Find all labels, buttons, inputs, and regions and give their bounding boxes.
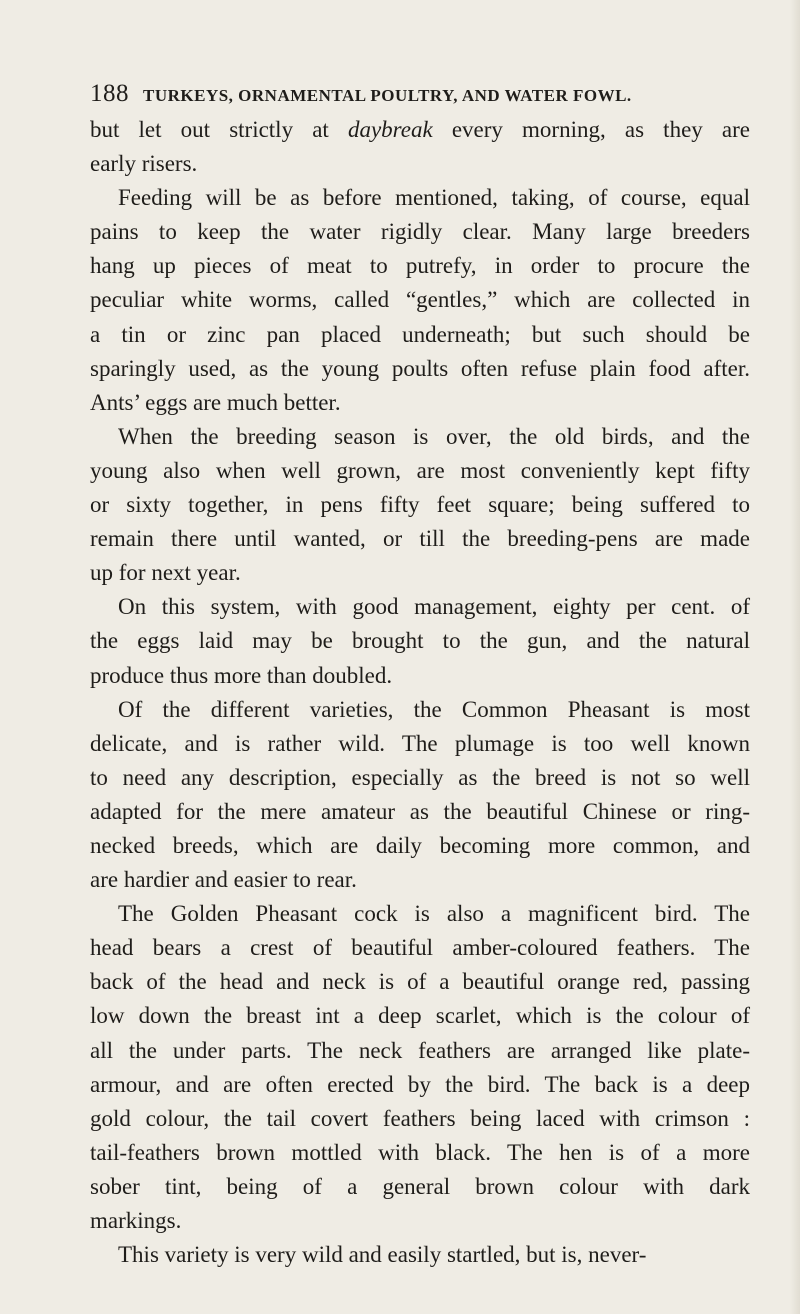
page-edge-shadow — [790, 0, 800, 1314]
text-line: but let out strictly at daybreak every morning, as they are — [90, 117, 750, 142]
text-line: to need any description, especially as the breed is not so well — [90, 764, 750, 790]
running-title: TURKEYS, ORNAMENTAL POULTRY, AND WATER FOWL. — [143, 86, 632, 105]
text-line: up for next year. — [90, 560, 241, 586]
text-line: a tin or zinc pan placed underneath; but such should be — [90, 321, 750, 347]
text-line: This variety is very wild and easily startled, but is, never- — [118, 1242, 647, 1268]
text-line: tail-feathers brown mottled with black. The hen is of a more — [90, 1139, 750, 1165]
emphasis: daybreak — [347, 117, 433, 142]
text-line: sober tint, being of a general brown colour with dark — [90, 1173, 750, 1199]
text-line: all the under parts. The neck feathers are arranged like plate- — [90, 1037, 750, 1063]
text-line: back of the head and neck is of a beautiful orange red, passing — [90, 969, 750, 995]
running-header — [90, 80, 632, 108]
text-line: Of the different varieties, the Common Pheasant is most — [118, 696, 750, 722]
text-line: young also when well grown, are most conveniently kept fifty — [90, 457, 750, 483]
text-line: The Golden Pheasant cock is also a magnificent bird. The — [118, 901, 750, 927]
text-line: peculiar white worms, called “gentles,” which are collected in — [90, 287, 750, 313]
text-line: gold colour, the tail covert feathers being laced with crimson : — [90, 1105, 750, 1131]
text-line: Feeding will be as before mentioned, taking, of course, equal — [118, 185, 750, 211]
text-line: sparingly used, as the young poults often refuse plain food after. — [90, 355, 750, 381]
text-line: low down the breast int a deep scarlet, which is the colour of — [90, 1003, 750, 1029]
text-line: the eggs laid may be brought to the gun, and the natural — [90, 628, 750, 654]
body-text — [90, 113, 750, 1272]
text-line: markings. — [90, 1208, 182, 1233]
text-line: When the breeding season is over, the old birds, and the — [118, 423, 750, 449]
text-line: pains to keep the water rigidly clear. Many large breeders — [90, 219, 750, 245]
text-line: early risers. — [90, 151, 198, 177]
text-line: necked breeds, which are daily becoming more common, and — [90, 832, 750, 858]
text-line: hang up pieces of meat to putrefy, in order to procure the — [90, 253, 750, 279]
text-line: adapted for the mere amateur as the beautiful Chinese or ring- — [90, 798, 750, 824]
text-line: remain there until wanted, or till the breeding-pens are made — [90, 526, 750, 552]
text-line: produce thus more than doubled. — [90, 662, 393, 688]
text-line: head bears a crest of beautiful amber-coloured feathers. The — [90, 935, 750, 961]
text-line: delicate, and is rather wild. The plumage is too well known — [90, 730, 750, 756]
page-number: 188 — [90, 80, 129, 107]
text-line: armour, and are often erected by the bird. The back is a deep — [90, 1071, 750, 1097]
text-line: Ants’ eggs are much better. — [90, 389, 341, 415]
text-line: are hardier and easier to rear. — [90, 867, 357, 893]
text-line: or sixty together, in pens fifty feet square; being suffered to — [90, 492, 750, 518]
text-line: On this system, with good management, eighty per cent. of — [118, 594, 750, 620]
